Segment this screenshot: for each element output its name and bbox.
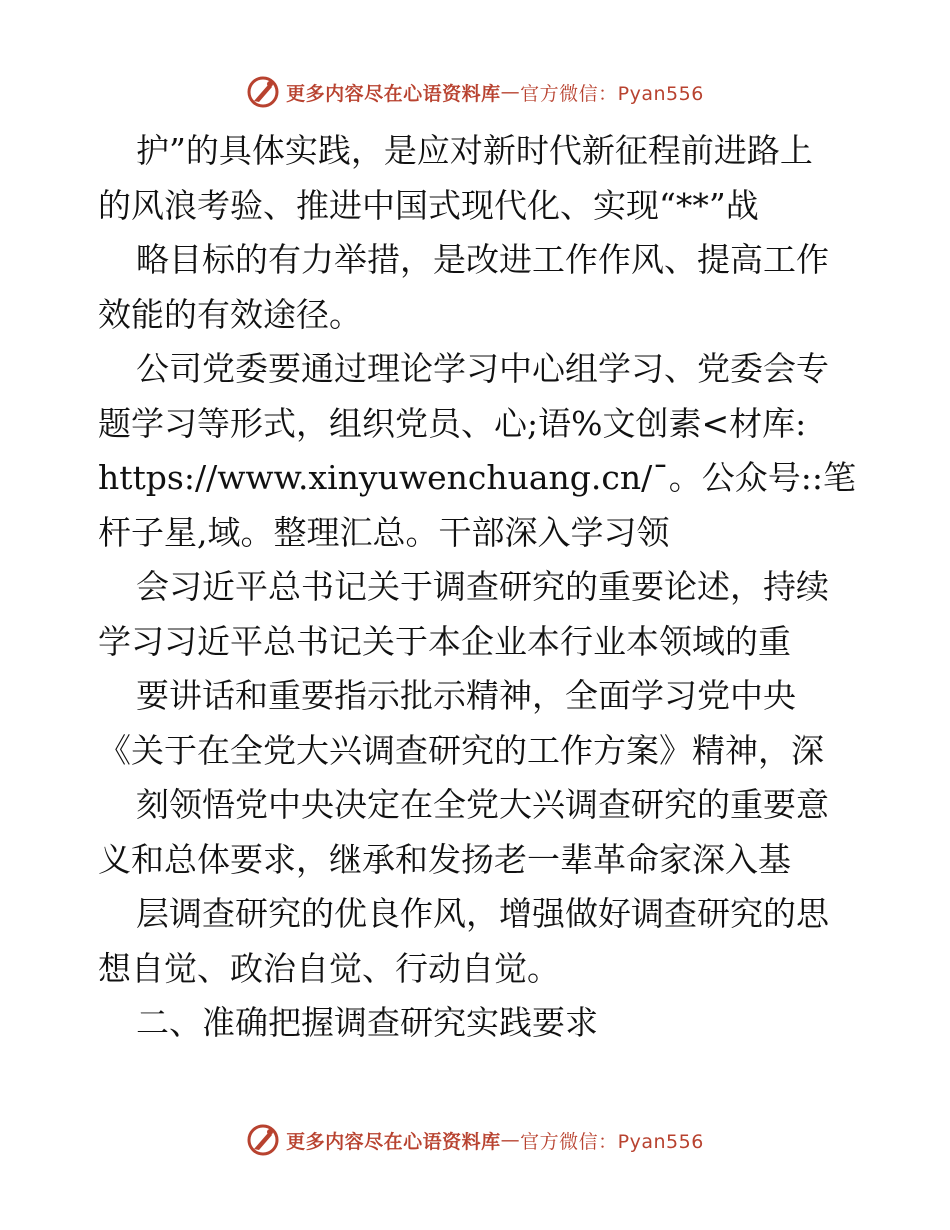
watermark-sub-text: 官方微信：Pyan556 [520,1130,704,1153]
text-line: 学习习近平总书记关于本企业本行业本领域的重 [98,621,791,661]
text-line: 义和总体要求，继承和发扬老一辈革命家深入基 [98,839,791,879]
text-line: 会习近平总书记关于调查研究的重要论述，持续 [136,567,829,606]
section-heading: 二、准确把握调查研究实践要求 [136,1003,598,1042]
text-line: 略目标的有力举措，是改进工作作风、提高工作 [136,240,829,279]
text-line: https://www.xinyuwenchuang.cn/¯。公众号::笔 [98,458,856,497]
text-line: 层调查研究的优良作风，增强做好调查研究的思 [136,894,829,933]
text-line: 公司党委要通过理论学习中心组学习、党委会专 [136,349,829,388]
watermark-header [0,72,950,112]
watermark-main-text: 更多内容尽在心语资料库 [286,82,501,105]
watermark-footer [0,1120,950,1160]
document-body [98,124,858,1051]
watermark-sub-text: 官方微信：Pyan556 [520,82,704,105]
text-line: 想自觉、政治自觉、行动自觉。 [98,948,560,988]
watermark-separator: — [500,81,521,103]
brand-logo-icon [246,1123,280,1157]
text-line: 杆子星,域。整理汇总。干部深入学习领 [98,512,670,552]
watermark-separator: — [500,1129,521,1151]
text-line: 刻领悟党中央决定在全党大兴调查研究的重要意 [136,785,829,824]
text-line: 要讲话和重要指示批示精神，全面学习党中央 [136,676,796,715]
text-line: 的风浪考验、推进中国式现代化、实现“**”战 [98,185,759,225]
watermark-main-text: 更多内容尽在心语资料库 [286,1130,501,1153]
text-line: 题学习等形式，组织党员、心;语%文创素<材库: [98,403,807,443]
text-line: 效能的有效途径。 [98,294,362,334]
text-line: 护”的具体实践，是应对新时代新征程前进路上 [136,131,813,170]
brand-logo-icon [246,75,280,109]
text-line: 《关于在全党大兴调查研究的工作方案》精神，深 [98,730,824,770]
